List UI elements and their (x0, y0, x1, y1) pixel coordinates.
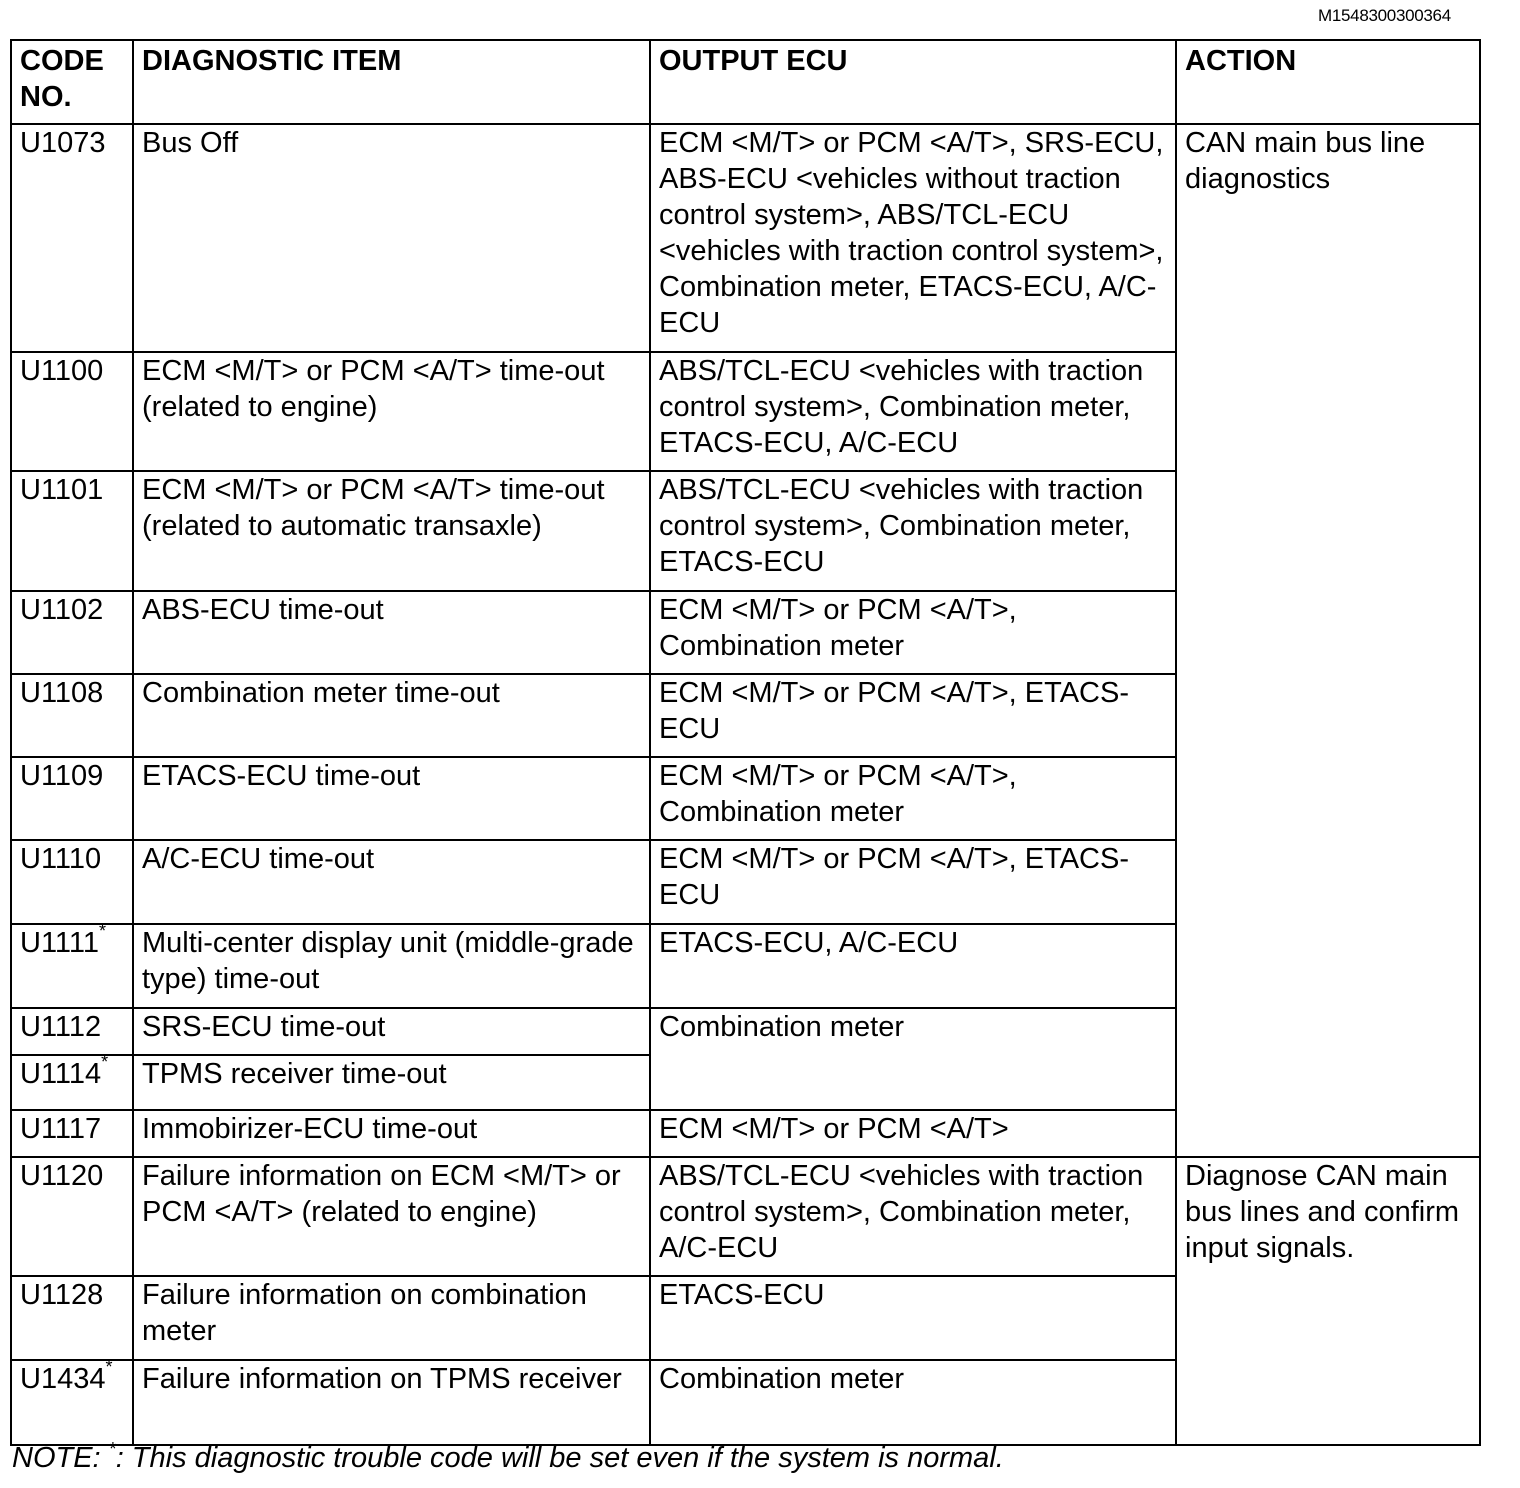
item-cell: Combination meter time-out (133, 674, 650, 757)
item-cell: ABS-ECU time-out (133, 591, 650, 674)
action-cell: Diagnose CAN main bus lines and confirm input signals. (1176, 1157, 1480, 1445)
table-row (11, 1157, 1480, 1276)
header-row (11, 40, 1480, 124)
header-diagnostic-item: DIAGNOSTIC ITEM (133, 40, 650, 124)
output-cell: Combination meter (650, 1360, 1176, 1445)
output-cell: ABS/TCL-ECU <vehicles with traction control system>, Combination meter, A/C-ECU (650, 1157, 1176, 1276)
item-cell: A/C-ECU time-out (133, 840, 650, 924)
item-cell: ECM <M/T> or PCM <A/T> time-out (related to automatic transaxle) (133, 471, 650, 591)
item-cell: Failure information on combination meter (133, 1276, 650, 1360)
output-cell: ECM <M/T> or PCM <A/T>, ETACS-ECU (650, 840, 1176, 924)
code-cell (11, 471, 133, 591)
footnote (12, 1439, 1004, 1475)
code-cell (11, 1052, 133, 1110)
code-value: U1073 (20, 127, 106, 159)
header-action: ACTION (1176, 40, 1480, 124)
note-text: : This diagnostic trouble code will be set even if the system is normal. (115, 1442, 1004, 1474)
action-cell: CAN main bus line diagnostics (1176, 124, 1480, 1157)
asterisk: * (105, 1357, 113, 1378)
output-cell: ECM <M/T> or PCM <A/T>, SRS-ECU, ABS-ECU <vehicles without traction control system>, ABS/TCL-ECU <vehicles with traction control system>, Combination meter, ETACS-ECU, A/C-ECU (650, 124, 1176, 352)
asterisk: * (101, 1052, 109, 1073)
code-value: U1109 (20, 760, 104, 792)
item-cell: TPMS receiver time-out (133, 1055, 650, 1110)
item-cell: Failure information on ECM <M/T> or PCM <A/T> (related to engine) (133, 1157, 650, 1276)
code-cell (11, 591, 133, 674)
code-value: U1434 (20, 1363, 106, 1395)
output-cell: Combination meter (650, 1008, 1176, 1110)
code-cell (11, 1357, 133, 1445)
dtc-table (10, 39, 1481, 1446)
code-cell (11, 840, 133, 924)
output-cell: ECM <M/T> or PCM <A/T>, ETACS-ECU (650, 674, 1176, 757)
output-cell: ECM <M/T> or PCM <A/T>, Combination meter (650, 591, 1176, 674)
document-id: M1548300300364 (1318, 6, 1451, 25)
header-output-ecu: OUTPUT ECU (650, 40, 1176, 124)
code-value: U1111 (20, 927, 99, 959)
code-value: U1108 (20, 677, 104, 709)
note-asterisk: * (108, 1439, 116, 1459)
output-cell: ECM <M/T> or PCM <A/T> (650, 1110, 1176, 1157)
asterisk: * (99, 921, 107, 942)
output-cell: ABS/TCL-ECU <vehicles with traction control system>, Combination meter, ETACS-ECU (650, 471, 1176, 591)
code-value: U1110 (20, 843, 102, 875)
item-cell: Immobirizer-ECU time-out (133, 1110, 650, 1157)
output-cell: ECM <M/T> or PCM <A/T>, Combination meter (650, 757, 1176, 840)
table-row (11, 124, 1480, 352)
code-cell (11, 124, 133, 352)
code-value: U1101 (20, 474, 104, 506)
code-value: U1112 (20, 1011, 102, 1043)
item-cell: ECM <M/T> or PCM <A/T> time-out (related to engine) (133, 352, 650, 471)
output-cell: ETACS-ECU (650, 1276, 1176, 1360)
item-cell: ETACS-ECU time-out (133, 757, 650, 840)
code-cell (11, 1157, 133, 1276)
note-prefix: NOTE: (12, 1442, 109, 1474)
code-cell (11, 1276, 133, 1360)
code-cell (11, 757, 133, 840)
code-value: U1100 (20, 355, 104, 387)
code-cell (11, 921, 133, 1008)
item-cell: Failure information on TPMS receiver (133, 1360, 650, 1445)
code-cell (11, 674, 133, 757)
item-cell: Bus Off (133, 124, 650, 352)
output-cell: ETACS-ECU, A/C-ECU (650, 924, 1176, 1008)
code-value: U1102 (20, 594, 104, 626)
code-value: U1114 (20, 1058, 102, 1090)
code-value: U1128 (20, 1279, 104, 1311)
code-cell (11, 1008, 133, 1055)
code-cell (11, 1110, 133, 1157)
code-value: U1117 (20, 1113, 102, 1145)
code-cell (11, 352, 133, 471)
item-cell: SRS-ECU time-out (133, 1008, 650, 1055)
code-value: U1120 (20, 1160, 104, 1192)
item-cell: Multi-center display unit (middle-grade type) time-out (133, 924, 650, 1008)
header-code-no: CODE NO. (11, 40, 133, 124)
output-cell: ABS/TCL-ECU <vehicles with traction control system>, Combination meter, ETACS-ECU, A/C-ECU (650, 352, 1176, 471)
